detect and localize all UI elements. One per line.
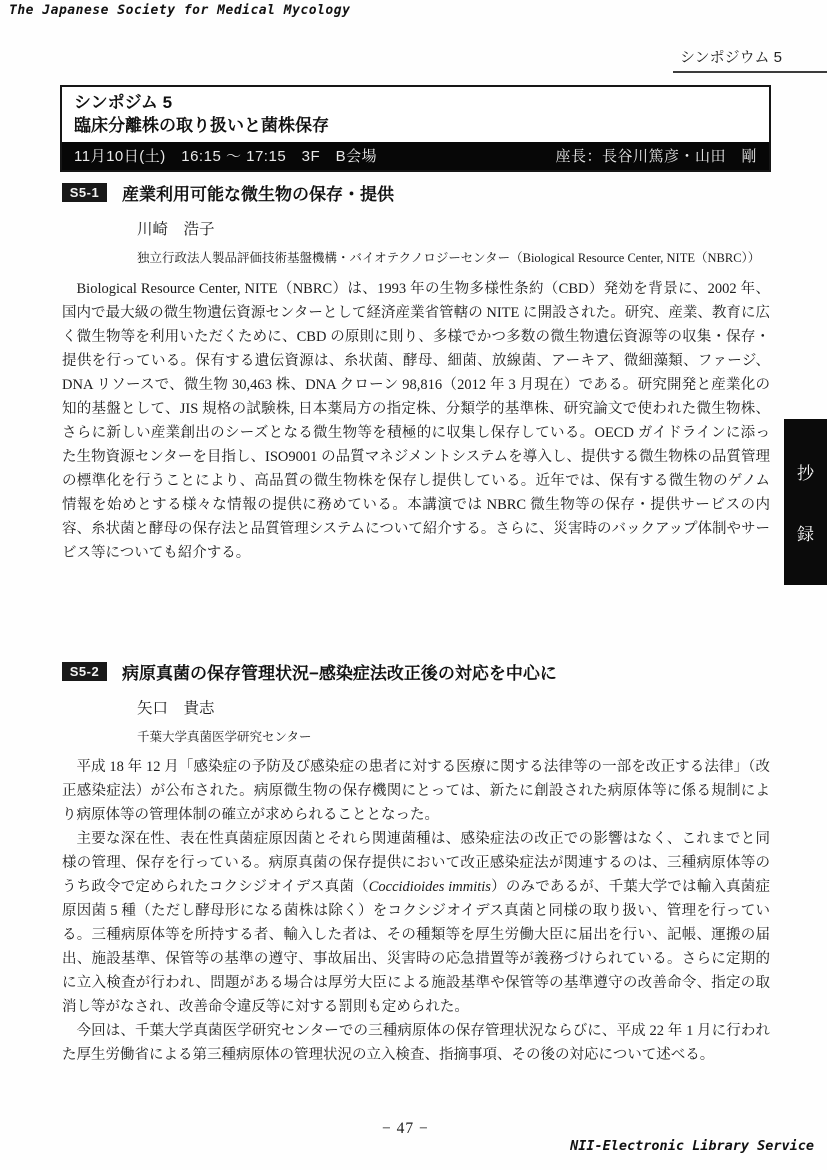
library-brand: The Japanese Society for Medical Mycology	[9, 3, 351, 18]
session-datetime: 11月10日(土) 16:15 ～ 17:15 3F B会場	[74, 148, 378, 165]
abstract-number-badge: S5-1	[62, 183, 107, 202]
corner-label-text: シンポジウム 5	[680, 49, 782, 66]
session-titles	[62, 87, 769, 142]
session-chairs: 座長：長谷川篤彦・山田 剛	[555, 148, 757, 165]
abstract-affiliation: 千葉大学真菌医学研究センター	[137, 730, 312, 744]
abstract-title: 産業利用可能な微生物の保存・提供	[122, 185, 394, 204]
paragraph-segment: 主要な深在性、表在性真菌症原因菌とそれら関連菌種は、感染症法の改正での影響はなく、これまでと同様の管理、保存を行っている。病原真菌の保存提供において改正感染症法が関連するのは、三種病原体等のうち政令で定められたコクシジオイデス真菌（	[62, 831, 770, 895]
abstract-body-text	[62, 755, 770, 1067]
session-title: 臨床分離株の取り扱いと菌株保存	[74, 116, 329, 135]
paragraph-segment: ）のみであるが、千葉大学では輸入真菌症原因菌 5 種（ただし酵母形になる菌株は除く）をコクシジオイデス真菌と同様の取り扱い、管理を行っている。三種病原体等を所持する者、輸入した者は、その種類等を厚生労働大臣に届出を行い、記帳、運搬の届出、施設基準、保管等の基準の遵守、事故届出、災害時の応急措置等が義務づけられている。さらに定期的に立入検査が行われ、問題がある場合は厚労大臣による施設基準や保管等の基準遵守の改善命令、指定の取消し等がなされ、改善命令違反等に対する罰則も定められた。	[62, 879, 770, 1015]
tab-char-1: 抄	[797, 464, 814, 483]
abstract-header	[62, 659, 770, 684]
species-name-italic: Coccidioides immitis	[368, 879, 491, 895]
abstract-s5-2	[62, 659, 770, 1067]
page-number: − 47 −	[382, 1120, 429, 1137]
thumb-index-tab	[784, 419, 827, 585]
abstract-affiliation: 独立行政法人製品評価技術基盤機構・バイオテクノロジーセンター（Biological Resource Center, NITE（NBRC））	[137, 251, 761, 265]
session-number: シンポジム 5	[74, 93, 173, 112]
abstract-number-badge: S5-2	[62, 662, 107, 681]
abstract-body-text: Biological Resource Center, NITE（NBRC）は、1993 年の生物多様性条約（CBD）発効を背景に、2002 年、国内で最大級の微生物遺伝資源センターとして経済産業省管轄の NITE に開設された。研究、産業、教育に広く微生物等を利用いただくために、CBD の原則に則り、多様でかつ多数の微生物遺伝資源等の収集・保存・提供を行っている。保有する遺伝資源は、糸状菌、酵母、細菌、放線菌、アーキア、微細藻類、ファージ、DNA リソースで、微生物 30,463 株、DNA クローン 98,816（2012 年 3 月現在）である。研究開発と産業化の知的基盤として、JIS 規格の試験株, 日本薬局方の指定株、分類学的基準株、研究論文で使われた微生物株、さらに新しい産業創出のシーズとなる微生物等を積極的に収集し保存している。OECD ガイドラインに添った生物資源センターを目指し、ISO9001 の品質マネジメントシステムを導入し、提供する微生物株の品質管理の標準化を行うことにより、高品質の微生物株を保存し提供している。近年では、保有する微生物のゲノム情報を始めとする様々な情報の提供に務めている。本講演では NBRC 微生物等の保存・提供サービスの内容、糸状菌と酵母の保存法と品質管理システムについて紹介する。さらに、災害時のバックアップ体制やサービス等についても紹介する。	[62, 281, 770, 561]
abstract-paragraph	[62, 827, 770, 1019]
abstract-s5-1	[62, 180, 770, 565]
tab-char-2: 録	[797, 525, 814, 544]
abstract-author: 矢口 貴志	[137, 700, 215, 717]
session-header-box	[60, 85, 771, 172]
abstract-paragraph: 平成 18 年 12 月「感染症の予防及び感染症の患者に対する医療に関する法律等の一部を改正する法律」（改正感染症法）が公布された。病原微生物の保存機関にとっては、新たに創設された病原体等に係る規制により病原体等の管理体制の確立が求められることとなった。	[62, 759, 770, 823]
session-schedule-bar	[62, 142, 769, 170]
corner-label	[673, 46, 827, 73]
abstract-title: 病原真菌の保存管理状況−感染症法改正後の対応を中心に	[122, 664, 557, 683]
abstract-header	[62, 180, 770, 205]
abstract-author: 川崎 浩子	[137, 221, 215, 238]
abstract-paragraph: 今回は、千葉大学真菌医学研究センターでの三種病原体の保存管理状況ならびに、平成 22 年 1 月に行われた厚生労働省による第三種病原体の管理状況の立入検査、指摘事項、その後の対応について述べる。	[62, 1023, 770, 1063]
nii-service-credit: NII-Electronic Library Service	[570, 1138, 814, 1154]
